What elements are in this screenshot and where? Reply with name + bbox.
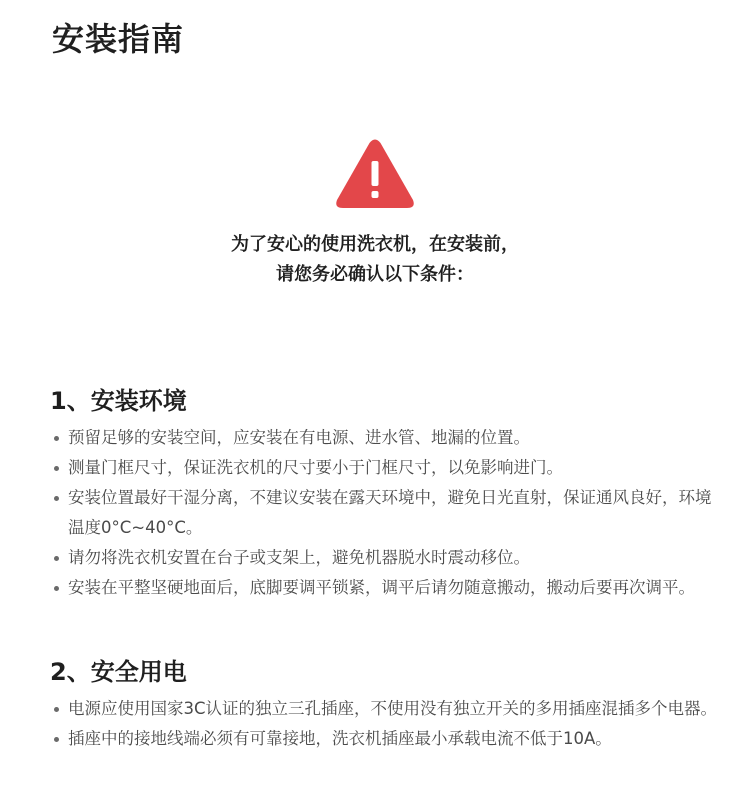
list-item [50, 694, 720, 724]
list-item [50, 543, 720, 573]
bullet-icon [54, 496, 59, 501]
section-electrical-safety [50, 654, 720, 754]
list-item [50, 483, 720, 543]
list-item-text: 测量门框尺寸，保证洗衣机的尺寸要小于门框尺寸，以免影响进门。 [68, 458, 563, 477]
requirement-list [50, 423, 720, 603]
list-item [50, 453, 720, 483]
bullet-icon [54, 707, 59, 712]
bullet-icon [54, 436, 59, 441]
warning-line-2: 请您务必确认以下条件： [276, 264, 474, 285]
list-item [50, 724, 720, 754]
list-item [50, 423, 720, 453]
page-title: 安装指南 [52, 20, 185, 58]
list-item-text: 预留足够的安装空间，应安装在有电源、进水管、地漏的位置。 [68, 428, 530, 447]
requirement-list [50, 694, 720, 754]
warning-text [0, 230, 750, 290]
section-title: 2、安全用电 [50, 658, 187, 686]
bullet-icon [54, 586, 59, 591]
warning-notice [0, 138, 750, 290]
bullet-icon [54, 737, 59, 742]
bullet-icon [54, 556, 59, 561]
warning-triangle-icon [334, 138, 416, 212]
list-item-text: 安装位置最好干湿分离，不建议安装在露天环境中，避免日光直射，保证通风良好，环境温度0°C~40°C。 [68, 488, 712, 537]
list-item-text: 插座中的接地线端必须有可靠接地，洗衣机插座最小承载电流不低于10A。 [68, 729, 612, 748]
section-title: 1、安装环境 [50, 387, 187, 415]
warning-line-1: 为了安心的使用洗衣机，在安装前， [231, 234, 519, 255]
list-item-text: 电源应使用国家3C认证的独立三孔插座，不使用没有独立开关的多用插座混插多个电器。 [68, 699, 718, 718]
section-installation-environment [50, 383, 720, 603]
bullet-icon [54, 466, 59, 471]
list-item-text: 请勿将洗衣机安置在台子或支架上，避免机器脱水时震动移位。 [68, 548, 530, 567]
list-item-text: 安装在平整坚硬地面后，底脚要调平锁紧，调平后请勿随意搬动，搬动后要再次调平。 [68, 578, 695, 597]
list-item [50, 573, 720, 603]
